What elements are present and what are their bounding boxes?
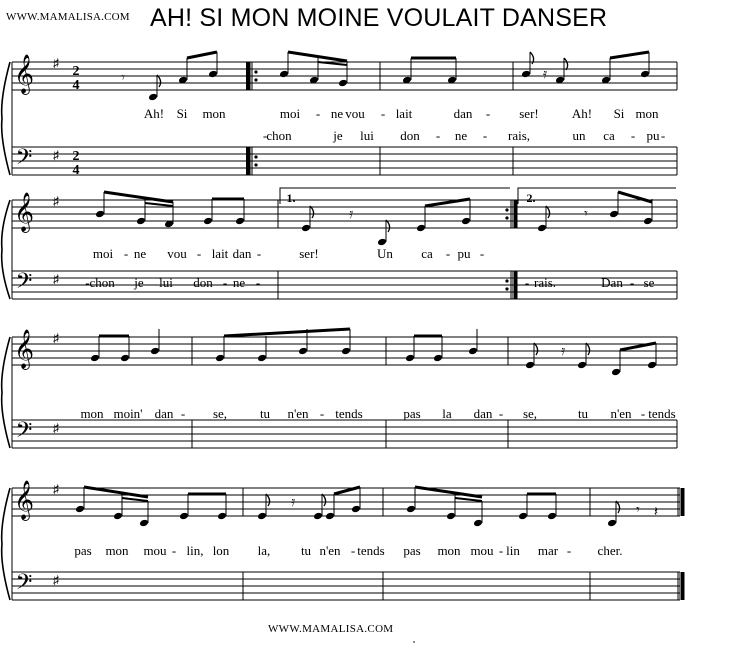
lyric-syllable: n'en <box>319 543 341 558</box>
note-head <box>136 217 146 226</box>
note-head <box>405 354 415 363</box>
note-head <box>416 224 426 233</box>
eighth-rest-icon: 𝄾 <box>636 503 640 518</box>
lyric-syllable: lait <box>395 106 413 121</box>
lyric-syllable: se, <box>212 406 228 421</box>
note-beam <box>455 498 482 501</box>
repeat-dot <box>505 208 508 211</box>
lyric-syllable: - <box>222 275 228 290</box>
lyric-syllable: - <box>171 543 177 558</box>
lyric-syllable: la <box>442 406 452 421</box>
time-signature-denominator: 4 <box>72 163 80 178</box>
treble-clef-icon: 𝄞 <box>13 56 35 93</box>
repeat-thick-barline <box>514 271 518 299</box>
lyric-syllable: je <box>333 128 343 143</box>
note-head <box>640 70 650 79</box>
note-head <box>325 512 335 521</box>
lyric-syllable: moin' <box>113 406 143 421</box>
sharp-icon: ♯ <box>53 194 59 208</box>
bass-clef-icon: 𝄢 <box>15 418 33 447</box>
lyric-syllable: vou <box>167 246 187 261</box>
note-flag <box>386 220 390 232</box>
note-flag <box>546 206 550 218</box>
lyric-syllable: vou <box>345 106 365 121</box>
lyric-syllable: ser! <box>519 106 539 121</box>
footer-dot <box>413 641 415 643</box>
lyric-syllable: dan <box>232 246 252 261</box>
time-signature-denominator: 4 <box>72 78 80 93</box>
note-head <box>215 354 225 363</box>
site-url-top: WWW.MAMALISA.COM <box>6 11 130 23</box>
lyric-syllable: dan <box>473 406 493 421</box>
lyric-syllable: pas <box>403 406 421 421</box>
treble-clef-icon: 𝄞 <box>13 331 35 368</box>
lyric-syllable: - <box>319 406 325 421</box>
lyric-syllable: ser! <box>299 246 319 261</box>
lyric-syllable: tends <box>335 406 363 421</box>
repeat-thick-barline <box>514 200 518 228</box>
treble-clef-icon: 𝄞 <box>13 482 35 519</box>
note-beam <box>187 52 217 58</box>
note-beam <box>610 52 649 58</box>
lyric-syllable: n'en <box>610 406 632 421</box>
lyric-syllable: tu <box>259 406 271 421</box>
lyric-syllable: pu <box>646 128 660 143</box>
lyric-syllable: ne <box>133 246 147 261</box>
repeat-dot <box>505 216 508 219</box>
lyric-syllable: - <box>445 246 451 261</box>
lyric-syllable: mon <box>635 106 659 121</box>
lyric-syllable: lon <box>212 543 230 558</box>
lyric-syllable: - <box>640 406 646 421</box>
note-beam <box>145 203 173 206</box>
lyric-syllable: - <box>262 128 268 143</box>
sharp-icon: ♯ <box>53 421 59 435</box>
lyric-syllable: mar <box>537 543 559 558</box>
lyric-syllable: - <box>315 106 321 121</box>
note-head <box>217 512 227 521</box>
lyric-syllable: tends <box>648 406 676 421</box>
brace <box>2 337 10 448</box>
lyric-syllable: ca <box>421 246 433 261</box>
lyric-syllable: n'en <box>287 406 309 421</box>
lyric-syllable: Un <box>377 246 393 261</box>
lyric-syllable: moi <box>92 246 114 261</box>
note-head <box>647 361 657 370</box>
bass-clef-icon: 𝄢 <box>15 269 33 298</box>
note-head <box>473 519 483 528</box>
lyric-syllable: ne <box>330 106 344 121</box>
lyric-syllable: Si <box>176 106 188 121</box>
note-head <box>301 224 311 233</box>
note-head <box>547 512 557 521</box>
lyric-syllable: Ah! <box>143 106 165 121</box>
lyric-syllable: - <box>256 246 262 261</box>
lyric-syllable: pas <box>403 543 421 558</box>
note-head <box>537 224 547 233</box>
lyric-syllable: - <box>630 128 636 143</box>
note-head <box>341 347 351 356</box>
volta-bracket <box>280 188 510 204</box>
bass-clef-icon: 𝄢 <box>15 145 33 174</box>
lyric-syllable: mou <box>143 543 167 558</box>
lyric-syllable: don <box>400 128 420 143</box>
lyric-syllable: mon <box>105 543 129 558</box>
sixteenth-rest-icon: 𝄿 <box>348 207 354 222</box>
lyric-syllable: - <box>350 543 356 558</box>
note-head <box>406 505 416 514</box>
lyric-syllable: se <box>643 275 655 290</box>
lyric-syllable: - <box>566 543 572 558</box>
note-head <box>518 512 528 521</box>
lyric-syllable: pu <box>457 246 471 261</box>
brace <box>2 488 10 600</box>
lyric-syllable: ne <box>232 275 246 290</box>
lyric-syllable: -chon <box>85 275 115 290</box>
note-head <box>148 93 158 102</box>
note-head <box>90 354 100 363</box>
note-head <box>235 217 245 226</box>
lyric-syllable: tu <box>300 543 312 558</box>
note-flag <box>534 343 538 355</box>
note-head <box>643 217 653 226</box>
repeat-dot <box>254 70 257 73</box>
lyric-syllable: Si <box>613 106 625 121</box>
lyric-syllable: rais. <box>533 275 557 290</box>
site-url-bottom: WWW.MAMALISA.COM <box>268 623 394 635</box>
lyric-syllable: - <box>180 406 186 421</box>
note-head <box>446 512 456 521</box>
lyric-syllable: mon <box>202 106 226 121</box>
lyric-syllable: - <box>479 246 485 261</box>
eighth-rest-icon: 𝄾 <box>584 207 588 222</box>
note-beam <box>122 498 148 501</box>
note-head <box>607 519 617 528</box>
note-flag <box>266 494 270 506</box>
lyric-syllable: lin <box>506 543 520 558</box>
volta-label: 2. <box>526 191 536 205</box>
sharp-icon: ♯ <box>53 482 59 496</box>
note-head <box>179 512 189 521</box>
lyric-syllable: ne <box>454 128 468 143</box>
lyric-syllable: - <box>660 128 666 143</box>
final-thick-barline <box>681 488 685 516</box>
treble-clef-icon: 𝄞 <box>13 194 35 231</box>
lyric-syllable: Dan <box>601 275 623 290</box>
lyric-syllable: moi <box>279 106 301 121</box>
note-flag <box>616 501 620 513</box>
note-head <box>203 217 213 226</box>
lyric-syllable: lait <box>211 246 229 261</box>
lyric-syllable: - <box>524 275 530 290</box>
sharp-icon: ♯ <box>53 148 59 162</box>
note-head <box>139 519 149 528</box>
note-flag <box>586 343 590 355</box>
brace <box>2 62 10 175</box>
repeat-thick-barline <box>246 147 250 175</box>
sharp-icon: ♯ <box>53 56 59 70</box>
note-head <box>279 70 289 79</box>
repeat-thick-barline <box>246 62 250 90</box>
repeat-dot <box>254 163 257 166</box>
quarter-rest-icon: 𝄽 <box>653 505 659 520</box>
time-signature-numerator: 2 <box>72 64 80 79</box>
bass-clef-icon: 𝄢 <box>15 570 33 599</box>
lyric-syllable: - <box>196 246 202 261</box>
lyric-syllable: Ah! <box>571 106 593 121</box>
note-head <box>257 354 267 363</box>
lyric-syllable: cher. <box>597 543 623 558</box>
sharp-icon: ♯ <box>53 573 59 587</box>
note-head <box>208 70 218 79</box>
volta-label: 1. <box>286 191 296 205</box>
lyric-syllable: lui <box>360 128 374 143</box>
lyric-syllable: mou <box>470 543 494 558</box>
sixteenth-rest-icon: 𝄿 <box>290 495 296 510</box>
note-head <box>257 512 267 521</box>
note-head <box>525 361 535 370</box>
note-head <box>338 79 348 88</box>
lyric-syllable: chon <box>266 128 292 143</box>
note-head <box>313 512 323 521</box>
note-head <box>461 217 471 226</box>
lyric-syllable: - <box>629 275 635 290</box>
lyric-syllable: - <box>498 406 504 421</box>
note-head <box>298 347 308 356</box>
lyric-syllable: tu <box>577 406 589 421</box>
note-flag <box>564 58 568 70</box>
song-title: AH! SI MON MOINE VOULAIT DANSER <box>150 4 608 32</box>
lyric-syllable: rais, <box>507 128 531 143</box>
eighth-rest-icon: 𝄾 <box>121 71 125 86</box>
lyric-syllable: - <box>498 543 504 558</box>
lyric-syllable: mon <box>80 406 104 421</box>
sixteenth-rest-icon: 𝄿 <box>542 67 548 82</box>
lyric-syllable: tends <box>357 543 385 558</box>
note-head <box>611 368 621 377</box>
note-flag <box>157 75 161 87</box>
note-head <box>577 361 587 370</box>
lyric-syllable: - <box>255 275 261 290</box>
note-head <box>95 210 105 219</box>
note-head <box>120 354 130 363</box>
lyric-syllable: la, <box>257 543 271 558</box>
note-head <box>521 70 531 79</box>
note-head <box>468 347 478 356</box>
sharp-icon: ♯ <box>53 331 59 345</box>
lyric-syllable: dan <box>154 406 174 421</box>
lyric-syllable: don <box>193 275 213 290</box>
note-head <box>113 512 123 521</box>
lyric-syllable: lin, <box>186 543 204 558</box>
repeat-dot <box>505 287 508 290</box>
lyric-syllable: se, <box>522 406 538 421</box>
note-beam <box>224 329 350 336</box>
brace <box>2 200 10 299</box>
lyric-syllable: un <box>572 128 586 143</box>
lyric-syllable: pas <box>74 543 92 558</box>
lyric-syllable: ca <box>603 128 615 143</box>
note-flag <box>322 494 326 506</box>
lyric-syllable: - <box>123 246 129 261</box>
time-signature-numerator: 2 <box>72 149 80 164</box>
sharp-icon: ♯ <box>53 272 59 286</box>
repeat-dot <box>254 78 257 81</box>
lyric-syllable: - <box>485 106 491 121</box>
lyric-syllable: dan <box>453 106 473 121</box>
note-head <box>75 505 85 514</box>
note-head <box>351 505 361 514</box>
lyric-syllable: mon <box>437 543 461 558</box>
note-head <box>433 354 443 363</box>
repeat-dot <box>254 155 257 158</box>
note-head <box>609 210 619 219</box>
lyric-syllable: lui <box>159 275 173 290</box>
note-flag <box>310 206 314 218</box>
repeat-dot <box>505 279 508 282</box>
sixteenth-rest-icon: 𝄿 <box>560 344 566 359</box>
note-head <box>150 347 160 356</box>
lyric-syllable: - <box>482 128 488 143</box>
lyric-syllable: - <box>380 106 386 121</box>
lyric-syllable: - <box>435 128 441 143</box>
note-head <box>377 238 387 247</box>
final-thick-barline <box>681 572 685 600</box>
lyric-syllable: je <box>134 275 144 290</box>
